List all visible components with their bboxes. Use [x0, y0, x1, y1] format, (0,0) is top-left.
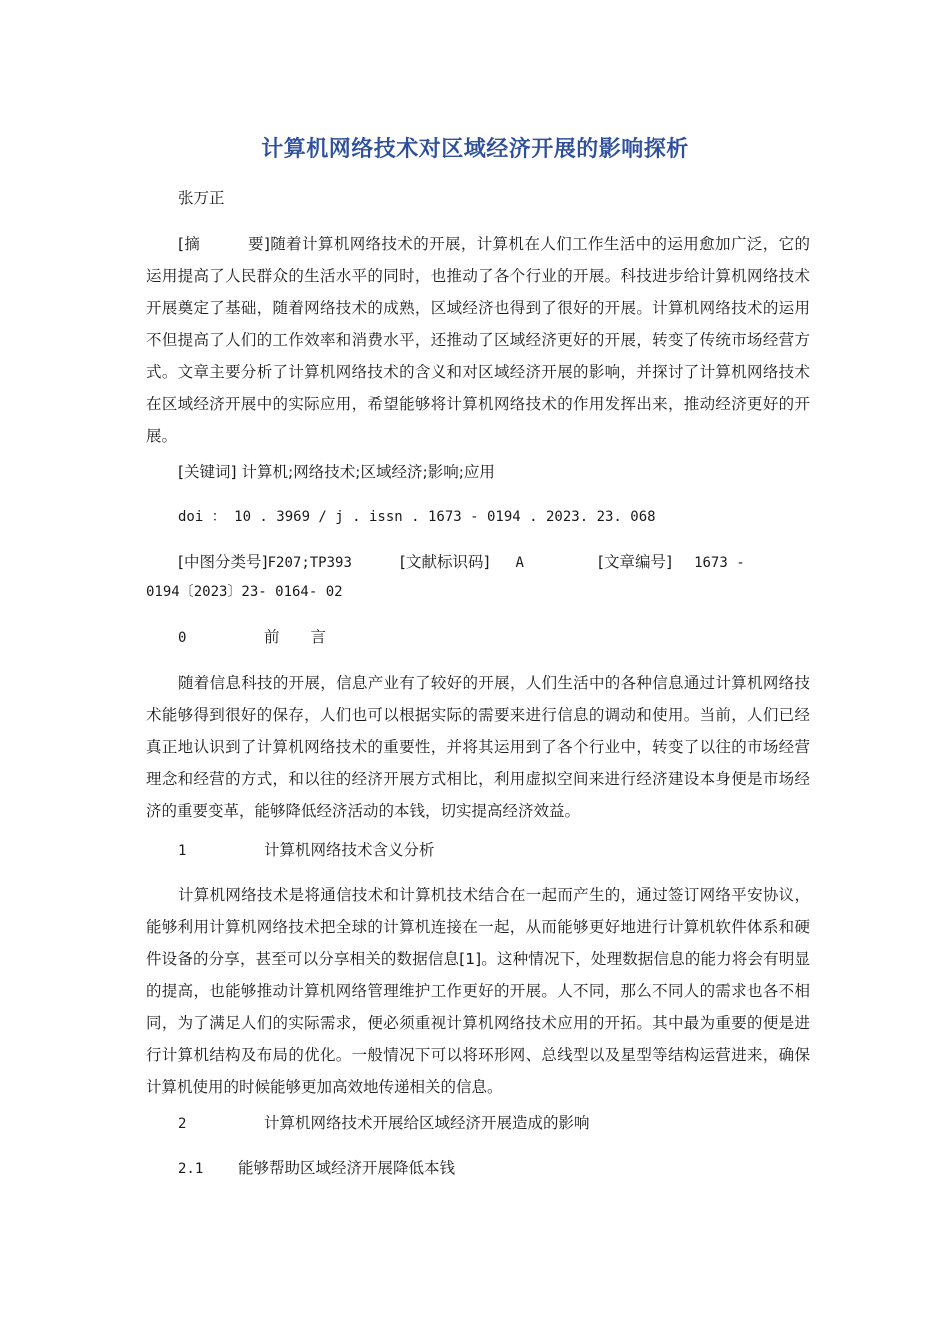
clc-value: F207;TP393: [267, 555, 352, 571]
keywords-text: 计算机;网络技术;区域经济;影响;应用: [241, 463, 495, 481]
classification-line: [146, 546, 838, 579]
paper-title: 计算机网络技术对区域经济开展的影响探析: [261, 137, 689, 162]
section-2-number: 2: [178, 1116, 187, 1132]
article-no-value-part1: 1673 -: [694, 555, 745, 571]
keywords-line: [146, 456, 838, 488]
section-2-1-number: 2.1: [178, 1161, 204, 1177]
section-0-title: 前 言: [264, 628, 327, 646]
abstract-text: 随着计算机网络技术的开展，计算机在人们工作生活中的运用愈加广泛，它的运用提高了人民群众的生活水平的同时，也推动了各个行业的开展。科技进步给计算机网络技术开展奠定了基础，随着网络技术的成熟，区域经济也得到了很好的开展。计算机网络技术的运用不但提高了人们的工作效率和消费水平，还推动了区域经济更好的开展，转变了传统市场经营方式。文章主要分析了计算机网络技术的含义和对区域经济开展的影响，并探讨了计算机网络技术在区域经济开展中的实际应用，希望能够将计算机网络技术的作用发挥出来，推动经济更好的开展。: [146, 235, 810, 445]
clc-label: [中图分类号]: [178, 553, 268, 571]
section-1-title: 计算机网络技术含义分析: [264, 841, 435, 859]
abstract-label: [摘 要]: [178, 235, 270, 253]
doc-code-value: A: [515, 555, 524, 571]
section-2-title: 计算机网络技术开展给区域经济开展造成的影响: [264, 1114, 590, 1132]
keywords-label: [关键词]: [178, 463, 237, 481]
section-2-heading: [146, 1107, 838, 1140]
article-no-label: [文章编号]: [597, 553, 673, 571]
author-name: 张万正: [178, 189, 225, 207]
section-1-heading: [146, 834, 838, 867]
section-2-1-title: 能够帮助区域经济开展降低本钱: [238, 1159, 456, 1177]
doi-line: doi ： 10 . 3969 / j . issn . 1673 - 0194 . 2023. 23. 068: [178, 509, 656, 525]
article-no-value-part2: 0194〔2023〕23- 0164- 02: [146, 584, 343, 600]
section-0-heading: [146, 621, 838, 654]
section-1-number: 1: [178, 843, 187, 859]
abstract-paragraph: [146, 228, 810, 452]
section-1-paragraph: 计算机网络技术是将通信技术和计算机技术结合在一起而产生的，通过签订网络平安协议，能够利用计算机网络技术把全球的计算机连接在一起，从而能够更好地进行计算机软件体系和硬件设备的分享，甚至可以分享相关的数据信息[1]。这种情况下，处理数据信息的能力将会有明显的提高，也能够推动计算机网络管理维护工作更好的开展。人不同，那么不同人的需求也各不相同，为了满足人们的实际需求，便必须重视计算机网络技术应用的开拓。其中最为重要的便是进行计算机结构及布局的优化。一般情况下可以将环形网、总线型以及星型等结构运营进来，确保计算机使用的时候能够更加高效地传递相关的信息。: [146, 886, 810, 1096]
section-0-number: 0: [178, 630, 187, 646]
section-0-paragraph: 随着信息科技的开展，信息产业有了较好的开展，人们生活中的各种信息通过计算机网络技术能够得到很好的保存，人们也可以根据实际的需要来进行信息的调动和使用。当前，人们已经真正地认识到了计算机网络技术的重要性，并将其运用到了各个行业中，转变了以往的市场经营理念和经营的方式，和以往的经济开展方式相比，利用虚拟空间来进行经济建设本身便是市场经济的重要变革，能够降低经济活动的本钱，切实提高经济效益。: [146, 674, 810, 820]
section-2-1-heading: [146, 1152, 838, 1185]
doc-code-label: [文献标识码]: [399, 553, 490, 571]
